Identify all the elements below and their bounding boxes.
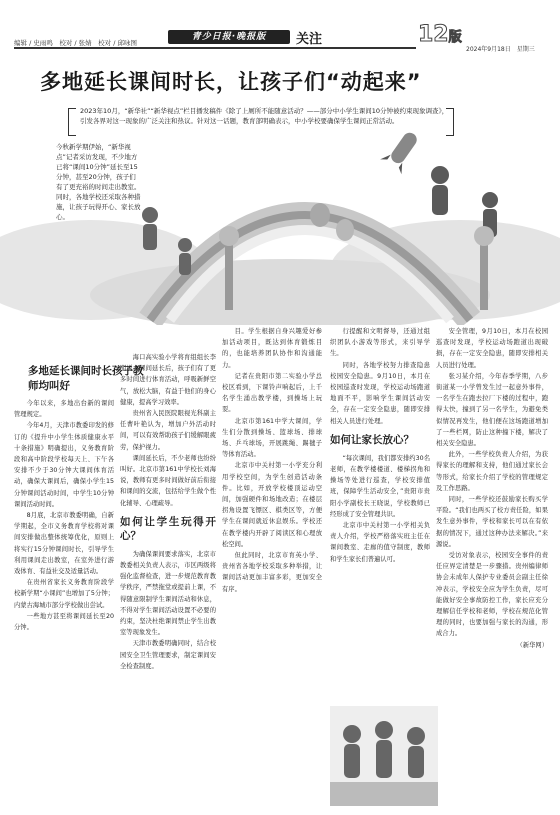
intro-paragraph: 今秋新学期伊始，“新华视点”记者采访发现，不少地方已将“课间10分钟”延长至15分钟，甚至20分钟，孩子们有了更充裕的时间走出教室。同时，各地学校还采取各种措施，让孩子玩得开心、家长放心。 bbox=[56, 143, 141, 221]
header-rule bbox=[14, 47, 416, 49]
column1-paragraph: 在贵州省家长义务教育阶段学校新学期“小课间”也增加了5分钟；内蒙古海城市部分学校做出尝试。 bbox=[14, 579, 114, 609]
column-1 bbox=[14, 398, 114, 633]
column4-paragraph: “每次课间，我们都安排约30名老师，在教学楼楼道、楼梯拐角和操场等处进行巡查，学校安排值班，保障学生活动安全，”贵阳市贵阳小学副校长王晓说，学校教师已经形成了安全管理共识。 bbox=[330, 454, 430, 518]
newspaper-brand: 青少日报·晚报版 bbox=[168, 30, 290, 44]
column1-paragraph: 今年4月，天津市教委印发的修订的《提升中小学生体质健康水平十条措施》明确提出，义务教育阶段和高中阶段学校每天上、下午各安排不少于30分钟大课间体育活动，确保大课间后，确保小学生15分钟课间活动时间，中学生10分钟课间活动时间。 bbox=[14, 422, 114, 508]
headline: 多地延长课间时长，让孩子们“动起来” bbox=[40, 70, 422, 94]
column5-paragraph: 此外，一些学校负责人介绍，为获得家长的理解和支持，他们通过家长会等形式，给家长介绍了学校的管理规定及工作思路。 bbox=[436, 451, 548, 492]
column-5 bbox=[436, 326, 548, 651]
column4-paragraph: 同时，各地学校努力排查隐患校园安全隐患。9月10日，本月在校园巡查时发现，学校运动场跑道地面不平，影响学生课间活动安全，存在一定安全隐患，随即安排相关人员进行处理。 bbox=[330, 361, 430, 425]
column-2 bbox=[120, 352, 216, 672]
column3-paragraph: 记者在贵阳市第二实验小学总校区看到，下课铃声响起后，上千名学生涌出教学楼，到操场上玩耍。 bbox=[222, 372, 322, 414]
article-source: （新华网） bbox=[516, 641, 548, 649]
column1-paragraph: 8月底，北京市教委明确，自新学期起，全市义务教育学校将对课间安排做出整体统筹优化，原则上将实行15分钟课间时长，引导学生利用课间走出教室，在室外进行游戏体育、有益社交及适量活动。 bbox=[14, 512, 114, 576]
column5-paragraph: 受访对象表示，校园安全事件的责任应界定清楚是一步骤措。贵州编律师协会未成年人保护专业委员会副主任徐冲表示，学校安全应为学生负责，尽可能做好安全事故防控工作，家长应充分理解信任学校和老师，学校在规范化管理的同时，也要加强与家长的沟通，形成合力。 bbox=[436, 552, 548, 638]
column2-paragraph: 为确保课间要求落实，北京市教委相关负责人表示，市区两级将强化监督检查，进一步规范教育教学秩序，严禁拖堂或提前上课，不得随意限制学生课间活动和休息，不得对学生课间活动设置不必要的约束，坚决杜绝课间禁止学生出教室等现象发生。 bbox=[120, 550, 216, 637]
column4-paragraph: 行提醒和文明督导，还通过组织团队小游戏等形式，来引导学生。 bbox=[330, 328, 430, 358]
editor-credits: 编辑 / 史雨鸣 校对 / 张婧 校对 / 邱咏图 bbox=[14, 39, 137, 47]
column5-paragraph: 张习某介绍，今年春季学期，八步街道某一小学曾发生过一起意外事件，一名学生在跑去拉厂下楼的过程中，跑得太快，撞到了另一名学生，为避免类似情况再发生，他们便在这场跑道增加了一些栏网，防止这种撞下楼，解决了相关安全隐患。 bbox=[436, 372, 548, 448]
page-number-suffix: 版 bbox=[448, 30, 462, 45]
masthead bbox=[0, 0, 560, 56]
column2-paragraph: 海口高实验小学将育组组长李明说，课间延长后，孩子们有了更多时间进行体育活动，呼吸新鲜空气，放松大脑，有益于他们的身心健康，提高学习效率。 bbox=[120, 354, 216, 406]
column2-paragraph: 天津市教委明确同时，结合校园安全卫生管理要求，制定课间安全检查制度。 bbox=[120, 640, 216, 670]
page-number bbox=[418, 22, 462, 47]
column2-paragraph: 贵州省入民医院眼视光科副主任曹叶艳认为，增加户外活动时间，可以有效帮助孩子们缓解眼疲劳，保护视力。 bbox=[120, 410, 216, 451]
section-title: 关注 bbox=[296, 32, 323, 47]
column4-paragraph: 北京市中关村第一小学相关负责人介绍，学校严格落实班主任在课间教室、走廊的值守制度，教师和学生家长们普遍认可。 bbox=[330, 522, 430, 563]
column1-paragraph: 今年以来，多地出台新的课间管理规定。 bbox=[14, 400, 114, 419]
page-number-value: 12 bbox=[418, 22, 449, 47]
column1-paragraph: 一些地方甚至将课间延长至20分钟。 bbox=[14, 612, 114, 632]
lead-paragraph: 2023年10月，“新华社”“新华视点”栏目播发稿件《除了上厕所不能随意活动？——部分中小学生课间10分钟被约束现象调查》，引发各界对这一现象的广泛关注和热议。针对这一话题，教育部明确表示，中小学校要确保学生课间正常活动。 bbox=[80, 107, 449, 125]
column3-paragraph: 北京市第161中学大课间，学生们分散到操场、篮球场、排球场、乒乓球场，开展跳绳、踢毽子等体育活动。 bbox=[222, 417, 322, 459]
column-4 bbox=[330, 326, 430, 565]
column3-paragraph: 目。学生根据自身兴趣爱好参加活动项目，既达到体育锻炼目的，也能培养团队协作和沟通能力。 bbox=[222, 328, 322, 369]
dateline: 2024年9月18日 星期三 bbox=[466, 46, 535, 53]
column2-paragraph: 课间延长后，不少老师也纷纷叫好。北京市第161中学校长刘海说，教师有更多时间做好前后衔接和课间的交流，包括给学生做个性化辅导、心理疏导。 bbox=[120, 454, 216, 507]
column3-paragraph: 但此同时，北京市育英小学、贵州省各地学校采取多种举措，让课间活动更加丰富多彩，更加安全有序。 bbox=[222, 552, 322, 593]
illustration-kids bbox=[330, 706, 438, 806]
column4-subhead: 如何让家长放心？ bbox=[330, 433, 414, 446]
column1-subhead: 多地延长课间时长孩子教师均叫好 bbox=[28, 365, 144, 392]
column3-paragraph: 北京市中关村第一小学充分利用学校空间，为学生创造活动条件。比如，开放学校楼顶运动空间，加强硬件和场地改造；在楼层拐角设置飞镖区、棋类区等，方便学生在课间就近休息娱乐。学校还在教学楼内开辟了阅读区和心理放松空间。 bbox=[222, 462, 322, 548]
column-3 bbox=[222, 326, 322, 595]
column5-paragraph: 同时，一些学校还鼓励家长购买学平险。“我们也两买了校方责任险，如果发生意外事件，学校和家长可以在有依据的情况下，通过这种办法来解决。”来源说。 bbox=[436, 496, 548, 548]
column5-paragraph: 安全管理，9月10日，本月在校园巡查时发现，学校运动场跑道出现破损，存在一定安全隐患，随即安排相关人员进行处理。 bbox=[436, 328, 548, 369]
column2-subhead: 如何让学生玩得开心？ bbox=[120, 515, 216, 542]
